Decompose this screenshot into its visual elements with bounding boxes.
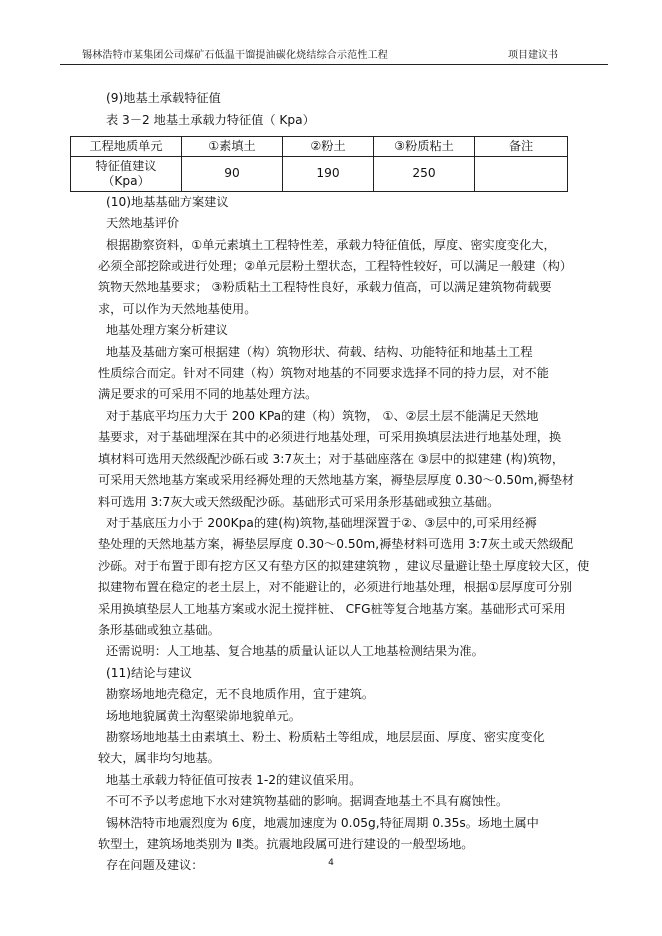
paragraph-line: 地基土承载力特征值可按表 1-2的建议值采用。 (106, 772, 362, 787)
subheading: 地基处理方案分析建议 (106, 323, 228, 338)
paragraph-line: 必须全部挖除或进行处理；②单元层粉土塑状态，工程特性较好，可以满足一般建（构） (98, 259, 573, 274)
paragraph-line: 条形基础或独立基础。 (98, 622, 220, 637)
paragraph-line: 较大，属非均匀地基。 (98, 751, 220, 766)
section-heading-11: (11)结论与建议 (106, 665, 192, 680)
paragraph-line: 对于基底平均压力大于 200 KPa的建（构）筑物， ①、②层土层不能满足天然地 (106, 408, 539, 423)
paragraph-line: 存在问题及建议： (106, 858, 204, 873)
paragraph-line: 软型土，建筑场地类别为 Ⅱ类。抗震地段属可进行建设的一般型场地。 (98, 837, 474, 851)
paragraph-line: 勘察场地地壳稳定，无不良地质作用，宜于建筑。 (106, 687, 375, 702)
section-heading-9: (9)地基土承载特征值 (106, 91, 221, 105)
table-row-label (71, 156, 182, 191)
row-label-line: 特征值建议 (95, 158, 157, 173)
row-label-unit: （Kpa） (102, 173, 150, 188)
paragraph-line: 填材料可选用天然级配沙砾石或 3:7灰土；对于基础座落在 ③层中的拟建建 (构)筑物， (98, 451, 565, 466)
paragraph-line: 拟建物布置在稳定的老土层上，对不能避让的，必须进行地基处理，根据①层厚度可分别 (98, 580, 573, 595)
table-cell: 190 (283, 156, 374, 191)
table-cell (475, 156, 568, 191)
paragraph-line: 地基及基础方案可根据建（构）筑物形状、荷载、结构、功能特征和地基土工程 (106, 344, 533, 359)
paragraph-line: 采用换填垫层人工地基方案或水泥土搅拌桩、 CFG桩等复合地基方案。基础形式可采用 (98, 601, 566, 616)
table-caption: 表 3－2 地基土承载力特征值（ Kpa） (106, 113, 315, 128)
paragraph-line: 基要求，对于基础埋深在其中的必须进行地基处理，可采用换填层法进行地基处理，换 (98, 430, 562, 445)
paragraph-line: 勘察场地地基土由素填土、粉土、粉质粘土等组成，地层层面、厚度、密实度变化 (106, 729, 545, 744)
header-doc-type: 项目建议书 (508, 50, 558, 61)
header-project-title: 锡林浩特市某集团公司煤矿石低温干馏提油碳化烧结综合示范性工程 (82, 50, 388, 61)
note-line: 还需说明：人工地基、复合地基的质量认证以人工地基检测结果为准。 (106, 644, 484, 659)
table-cell: 90 (182, 156, 283, 191)
paragraph-line: 对于基底压力小于 200Kpa的建(构)筑物,基础埋深置于②、③层中的,可采用经褥 (106, 515, 537, 530)
document-body (68, 88, 588, 877)
subheading: 天然地基评价 (106, 216, 180, 231)
page-header (60, 44, 608, 65)
table-header-cell: ②粉土 (283, 136, 374, 156)
table-header-cell: 备注 (475, 136, 568, 156)
paragraph-line: 根据勘察资料，①单元素填土工程特性差，承载力特征值低，厚度、密实度变化大， (106, 237, 556, 252)
table-cell: 250 (374, 156, 475, 191)
paragraph-line: 满足要求的可采用不同的地基处理方法。 (98, 387, 318, 402)
paragraph-line: 场地地貌属黄土沟壑梁峁地貌单元。 (106, 708, 301, 723)
table-header-cell: ③粉质粘土 (374, 136, 475, 156)
section-heading-10: (10)地基基础方案建议 (106, 194, 229, 209)
paragraph-line: 垫处理的天然地基方案，褥垫层厚度 0.30～0.50m,褥垫材料可选用 3:7灰土或天然级配 (98, 537, 574, 552)
table-header-cell: 工程地质单元 (71, 136, 182, 156)
paragraph-line: 沙砾。对于布置于即有挖方区又有垫方区的拟建建筑物 ，建议尽量避让垫土厚度较大区，使 (98, 558, 590, 573)
table-row (71, 156, 568, 191)
paragraph-line: 筑物天然地基要求； ③粉质粘土工程特性良好，承载力值高，可以满足建筑物荷载要 (98, 280, 552, 295)
paragraph-line: 可采用天然地基方案或采用经褥处理的天然地基方案，褥垫层厚度 0.30～0.50m,褥垫材 (98, 473, 575, 488)
table-header-row (71, 136, 568, 156)
table-header-cell: ①素填土 (182, 136, 283, 156)
paragraph-line: 料可选用 3:7灰大或天然级配沙砾。基础形式可采用条形基础或独立基础。 (98, 494, 500, 509)
page-number: 4 (328, 858, 334, 868)
bearing-capacity-table (70, 136, 568, 192)
paragraph-line: 锡林浩特市地震烈度为 6度，地震加速度为 0.05g,特征周期 0.35s。场地土属中 (106, 815, 539, 830)
paragraph-line: 不可不予以考虑地下水对建筑物基础的影响。据调查地基土不具有腐蚀性。 (106, 794, 509, 809)
paragraph-line: 性质综合而定。针对不同建（构）筑物对地基的不同要求选择不同的持力层，对不能 (98, 366, 549, 381)
paragraph-line: 求，可以作为天然地基使用。 (98, 301, 257, 316)
